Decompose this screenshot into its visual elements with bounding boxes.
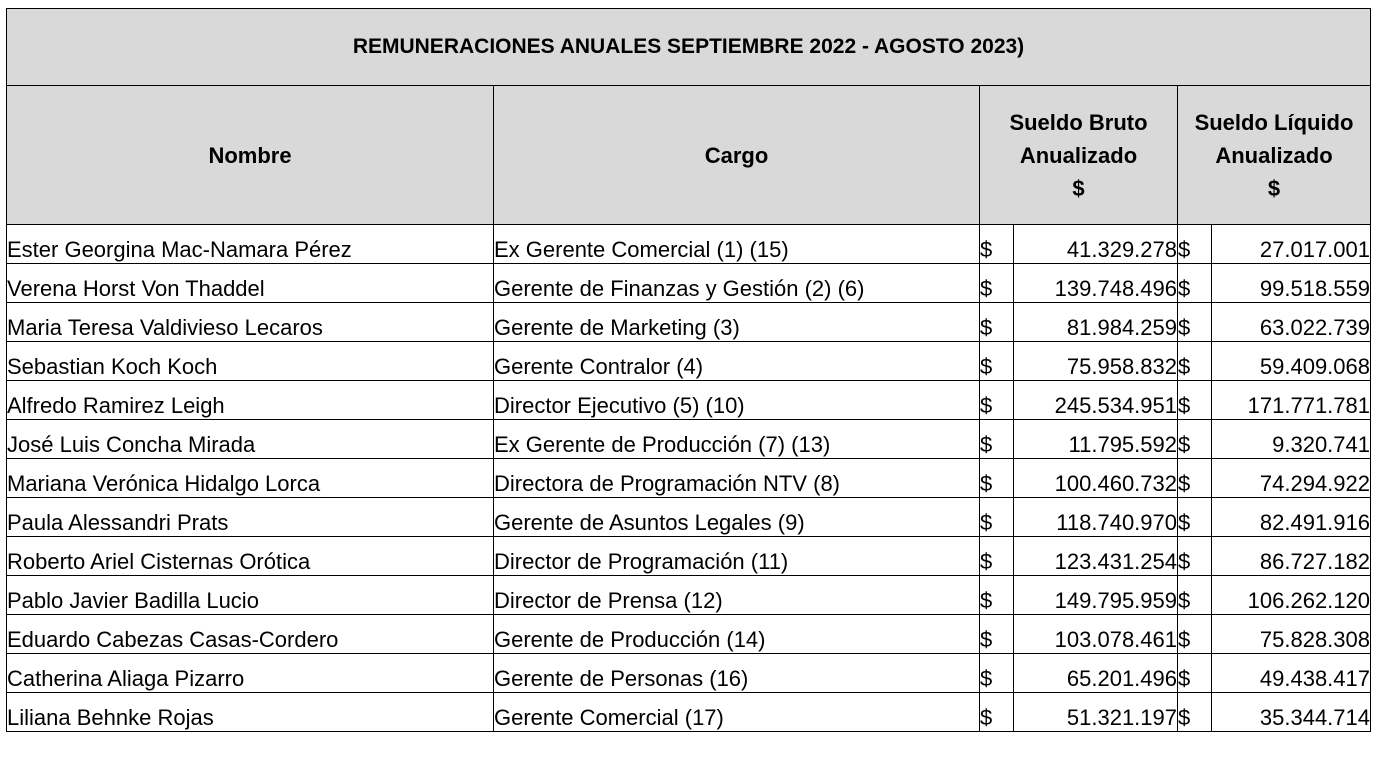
cell-sueldo-liquido: 86.727.182 [1212,537,1371,576]
cell-liquido-currency: $ [1178,303,1212,342]
cell-liquido-currency: $ [1178,615,1212,654]
cell-nombre: Verena Horst Von Thaddel [7,264,494,303]
cell-sueldo-bruto: 51.321.197 [1014,693,1178,732]
cell-cargo: Gerente Contralor (4) [494,342,980,381]
cell-nombre: José Luis Concha Mirada [7,420,494,459]
cell-nombre: Roberto Ariel Cisternas Orótica [7,537,494,576]
table-row [7,225,1371,264]
cell-sueldo-bruto: 81.984.259 [1014,303,1178,342]
cell-cargo: Ex Gerente Comercial (1) (15) [494,225,980,264]
cell-liquido-currency: $ [1178,225,1212,264]
table-row [7,303,1371,342]
cell-sueldo-liquido: 82.491.916 [1212,498,1371,537]
cell-nombre: Ester Georgina Mac-Namara Pérez [7,225,494,264]
cell-bruto-currency: $ [980,498,1014,537]
table-row [7,654,1371,693]
header-cargo: Cargo [494,86,980,225]
cell-nombre: Liliana Behnke Rojas [7,693,494,732]
cell-nombre: Sebastian Koch Koch [7,342,494,381]
cell-sueldo-liquido: 99.518.559 [1212,264,1371,303]
cell-sueldo-bruto: 75.958.832 [1014,342,1178,381]
table-title: REMUNERACIONES ANUALES SEPTIEMBRE 2022 - AGOSTO 2023) [7,9,1371,86]
cell-bruto-currency: $ [980,654,1014,693]
cell-sueldo-liquido: 106.262.120 [1212,576,1371,615]
cell-sueldo-bruto: 103.078.461 [1014,615,1178,654]
cell-nombre: Pablo Javier Badilla Lucio [7,576,494,615]
cell-bruto-currency: $ [980,576,1014,615]
cell-bruto-currency: $ [980,537,1014,576]
header-sueldo-liquido-line2: Anualizado [1215,142,1333,168]
cell-cargo: Director Ejecutivo (5) (10) [494,381,980,420]
table-row [7,615,1371,654]
cell-sueldo-bruto: 245.534.951 [1014,381,1178,420]
cell-sueldo-liquido: 171.771.781 [1212,381,1371,420]
cell-cargo: Directora de Programación NTV (8) [494,459,980,498]
cell-sueldo-bruto: 118.740.970 [1014,498,1178,537]
cell-liquido-currency: $ [1178,381,1212,420]
cell-sueldo-liquido: 74.294.922 [1212,459,1371,498]
cell-liquido-currency: $ [1178,420,1212,459]
cell-sueldo-liquido: 27.017.001 [1212,225,1371,264]
cell-cargo: Gerente de Finanzas y Gestión (2) (6) [494,264,980,303]
cell-sueldo-bruto: 65.201.496 [1014,654,1178,693]
cell-bruto-currency: $ [980,693,1014,732]
cell-cargo: Gerente Comercial (17) [494,693,980,732]
cell-bruto-currency: $ [980,459,1014,498]
cell-bruto-currency: $ [980,420,1014,459]
cell-sueldo-liquido: 9.320.741 [1212,420,1371,459]
table-body [7,225,1371,732]
cell-liquido-currency: $ [1178,537,1212,576]
header-row [7,86,1371,225]
cell-liquido-currency: $ [1178,342,1212,381]
cell-nombre: Paula Alessandri Prats [7,498,494,537]
cell-sueldo-liquido: 75.828.308 [1212,615,1371,654]
cell-sueldo-liquido: 35.344.714 [1212,693,1371,732]
cell-sueldo-bruto: 100.460.732 [1014,459,1178,498]
table-row [7,264,1371,303]
header-nombre: Nombre [7,86,494,225]
cell-sueldo-bruto: 149.795.959 [1014,576,1178,615]
cell-sueldo-liquido: 59.409.068 [1212,342,1371,381]
cell-bruto-currency: $ [980,381,1014,420]
cell-bruto-currency: $ [980,225,1014,264]
cell-liquido-currency: $ [1178,576,1212,615]
cell-cargo: Director de Prensa (12) [494,576,980,615]
table-row [7,537,1371,576]
title-row [7,9,1371,86]
cell-nombre: Maria Teresa Valdivieso Lecaros [7,303,494,342]
cell-sueldo-bruto: 11.795.592 [1014,420,1178,459]
header-sueldo-liquido [1178,86,1371,225]
header-sueldo-bruto [980,86,1178,225]
cell-cargo: Gerente de Producción (14) [494,615,980,654]
table-row [7,693,1371,732]
cell-bruto-currency: $ [980,615,1014,654]
table-row [7,342,1371,381]
cell-cargo: Ex Gerente de Producción (7) (13) [494,420,980,459]
cell-sueldo-liquido: 49.438.417 [1212,654,1371,693]
cell-sueldo-bruto: 139.748.496 [1014,264,1178,303]
cell-bruto-currency: $ [980,342,1014,381]
cell-sueldo-liquido: 63.022.739 [1212,303,1371,342]
table-row [7,381,1371,420]
table-row [7,459,1371,498]
cell-liquido-currency: $ [1178,498,1212,537]
cell-liquido-currency: $ [1178,693,1212,732]
cell-sueldo-bruto: 41.329.278 [1014,225,1178,264]
cell-nombre: Eduardo Cabezas Casas-Cordero [7,615,494,654]
cell-cargo: Gerente de Asuntos Legales (9) [494,498,980,537]
header-sueldo-bruto-line3: $ [1072,175,1085,201]
header-sueldo-liquido-line3: $ [1267,175,1281,201]
cell-liquido-currency: $ [1178,459,1212,498]
cell-nombre: Catherina Aliaga Pizarro [7,654,494,693]
remuneraciones-table [6,8,1371,732]
cell-nombre: Mariana Verónica Hidalgo Lorca [7,459,494,498]
cell-cargo: Gerente de Marketing (3) [494,303,980,342]
cell-cargo: Director de Programación (11) [494,537,980,576]
cell-liquido-currency: $ [1178,654,1212,693]
cell-liquido-currency: $ [1178,264,1212,303]
header-sueldo-bruto-line2: Anualizado [1019,142,1138,168]
cell-sueldo-bruto: 123.431.254 [1014,537,1178,576]
header-sueldo-liquido-line1: Sueldo Líquido [1194,109,1354,135]
table-row [7,498,1371,537]
table-row [7,576,1371,615]
header-sueldo-bruto-line1: Sueldo Bruto [1009,109,1148,135]
cell-bruto-currency: $ [980,303,1014,342]
table-row [7,420,1371,459]
cell-cargo: Gerente de Personas (16) [494,654,980,693]
cell-bruto-currency: $ [980,264,1014,303]
cell-nombre: Alfredo Ramirez Leigh [7,381,494,420]
